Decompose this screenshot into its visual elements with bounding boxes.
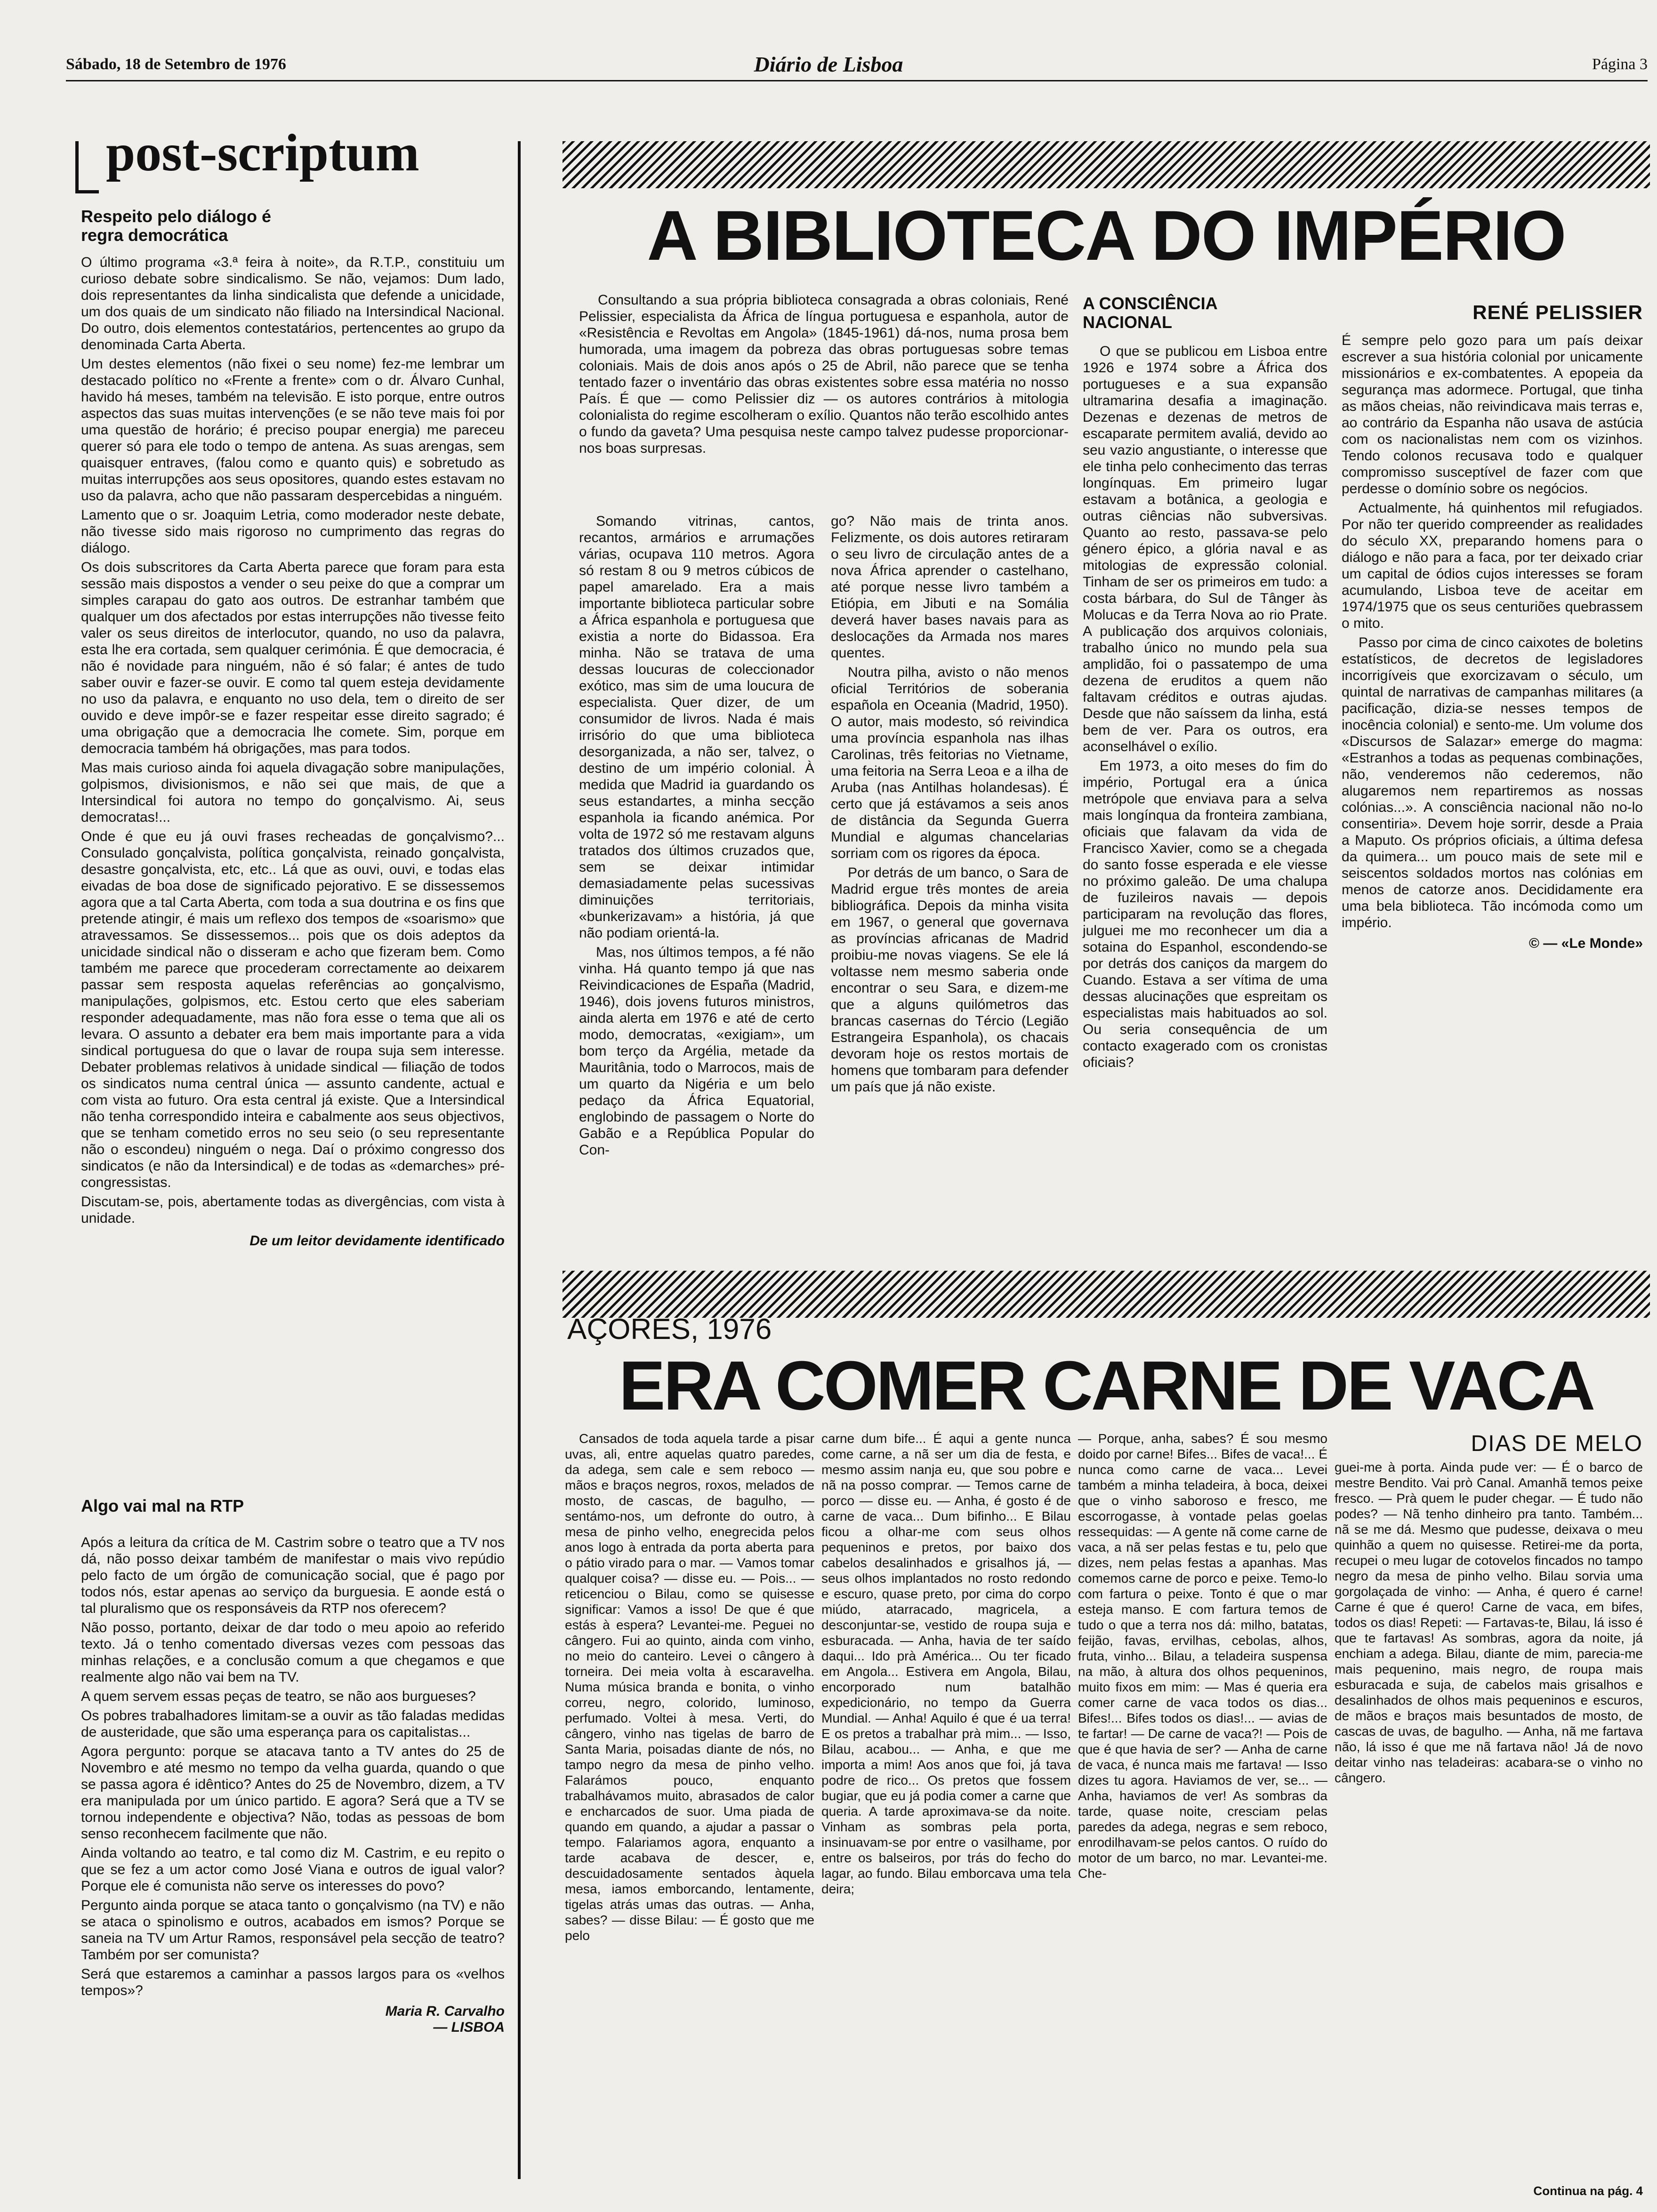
biblioteca-paragraph: Por detrás de um banco, o Sara de Madrid ergue três montes de areia bibliográfica. Depois da minha visita em 1967, o general que governava as províncias africanas de Madrid proibiu-me novas viagens. Se ele lá voltasse nem mesmo saberia onde encontrar o seu Sara, e dizem-me que a alguns quilómetros das brancas casernas do Tércio (Legião Estrangeira Espanhola), os chacais devoram hoje os restos mortais de homens que tombaram para defender um país que já não existe.	[831, 865, 1069, 1095]
biblioteca-paragraph: Actualmente, há quinhentos mil refugiados. Por não ter querido compreender as realidades do século XX, preparando homens para o diálogo e não para a faca, por ter deixado criar um capital de ódios cujos interesses se foram acumulando, Lisboa teve de aceitar em 1974/1975 que os seus centuriões quebrassem o mito.	[1342, 500, 1643, 631]
ps-rtp-paragraph: Após a leitura da crítica de M. Castrim sobre o teatro que a TV nos dá, não posso deixar também de manifestar o mais vivo repúdio pelo facto de um órgão de comunicação social, que é pago por todos nós, estar apenas ao serviço da burguesia. E aonde está o tal pluralismo que os responsáveis da RTP nos oferecem?	[81, 1535, 505, 1616]
ps-rtp-paragraph: A quem servem essas peças de teatro, se não aos burgueses?	[81, 1689, 476, 1704]
biblioteca-paragraph: É sempre pelo gozo para um país deixar escrever a sua história colonial por unicamente missionários e ex-combatentes. A epopeia da segurança mas adormece. Portugal, que tinha as mãos cheias, não reivindicava mais terras e, ao contrário da Espanha não usava de astúcia com os nacionalistas nem com os vizinhos. Tendo colonos recusava todo e qualquer compromisso susceptível de fazer com que perdesse o domínio sobre os negócios.	[1342, 333, 1643, 497]
ps-rtp-paragraph: Pergunto ainda porque se ataca tanto o gonçalvismo (na TV) e não se ataca o spinolismo e outros, acabados em ismos? Porque se saneia na TV um Artur Ramos, responsável pela secção de teatro? Também por ser comunista?	[81, 1898, 505, 1963]
masthead	[0, 0, 1657, 80]
consciencia-subhead: A CONSCIÊNCIA NACIONAL	[1083, 294, 1217, 332]
biblioteca-lead-text: Consultando a sua própria biblioteca consagrada a obras coloniais, René Pelissier, especialista da África de língua portuguesa e espanhola, autor de «Resistência e Revoltas em Angola» (1845-1961) dá-nos, numa prosa bem humorada, uma imagem da pobreza das obras portuguesas sobre temas coloniais. Mais de dois anos após o 25 de Abril, não parece que se tenha tentado fazer o inventário das obras existentes sobre essa matéria no nosso País. É que — como Pelissier diz — os autores contrários à mitologia colonialista do regime escolheram o exílio. Quantos não terão escolhido antes o fundo da gaveta? Uma pesquisa neste campo talvez pudesse proporcionar-nos boas surpresas.	[579, 292, 1069, 456]
biblioteca-col-4	[1342, 301, 1643, 952]
ps-rtp-article	[81, 1497, 505, 2036]
biblioteca-paragraph: go? Não mais de trinta anos. Felizmente, os dois autores retiraram o seu livro de circulação antes de a nova África aprender o castelhano, até porque nesse livro também a Etiópia, em Jibuti e na Somália deverá haver bases navais para as deslocações da Armada nos mares quentes.	[831, 513, 1069, 661]
ps-left-bracket	[75, 141, 79, 193]
ps-dialogo-headline: Respeito pelo diálogo é regra democrática	[81, 207, 272, 245]
ps-rtp-paragraph: Agora pergunto: porque se atacava tanto a TV antes do 25 de Novembro e até mesmo no tempo da velha guarda, quando o que se passa agora é idêntico? Antes do 25 de Novembro, dizem, a TV era manipulada por um único partido. E agora? Será que a TV se tornou independente e objectiva? Não, todas as pessoas de bom senso reconhecem facilmente que não.	[81, 1744, 505, 1842]
biblioteca-author: RENÉ PELISSIER	[1472, 301, 1643, 323]
acores-kicker: AÇORES, 1976	[567, 1313, 772, 1346]
ps-dialogo-signature: De um leitor devidamente identificado	[249, 1233, 505, 1249]
biblioteca-paragraph: Somando vitrinas, cantos, recantos, armários e arrumações várias, ocupava 110 metros. Agora só restam 8 ou 9 metros cúbicos de papel amarelado. Era a mais importante biblioteca particular sobre a África espanhola e portuguesa que existia a norte do Bidassoa. Era minha. Não se tratava de uma dessas loucuras de coleccionador exótico, mas sim de uma loucura de especialista. Quer dizer, de um consumidor de livros. Nada é mais irrisório do que uma biblioteca desorganizada, a não ser, talvez, o destino de um império colonial. À medida que Madrid ia guardando os seus estandartes, a minha secção espanhola ia ficando anémica. Por volta de 1972 só me restavam alguns tratados dos últimos cruzados que, sem se deixar intimidar demasiadamente pelas sucessivas diminuições territoriais, «bunkerizavam» a história, já que não podiam orientá-la.	[579, 513, 814, 941]
ps-dialogo-article	[81, 207, 505, 1249]
biblioteca-hatch-band	[563, 141, 1650, 188]
biblioteca-paragraph: Noutra pilha, avisto o não menos oficial Territórios de soberania española en Oceania (Madrid, 1950). O autor, mais modesto, só reivindica uma província espanhola nas ilhas Carolinas, três feitorias no Vietname, uma feitoria na Serra Leoa e a ilha de Aruba (nas Antilhas holandesas). É certo que já estávamos a seis anos de distância da Segunda Guerra Mundial e algumas chancelarias sorriam com os rigores da época.	[831, 665, 1069, 861]
ps-section-title: post-scriptum	[106, 124, 419, 182]
biblioteca-col-2	[831, 513, 1069, 1098]
ps-rtp-paragraph: Os pobres trabalhadores limitam-se a ouvir as tão faladas medidas de austeridade, que são uma esperança para os capitalistas...	[81, 1708, 505, 1740]
ps-rtp-signature-name: Maria R. Carvalho	[385, 2004, 505, 2019]
acores-paragraph: — Porque, anha, sabes? É sou mesmo doido por carne! Bifes... Bifes de vaca!... É nunca como carne de vaca... Levei também a minha teladeira, à boca, deixei que o vinho saboroso e fresco, me escorrogasse, à vontade pelas goelas ressequidas: — A gente nã come carne de vaca, a nã ser pelas festas e tu, pelo que dizes, nem pelas festas a apanhas. Mas comemos carne de porco e peixe. Temo-lo com fartura o peixe. Tonto é que o mar esteja manso. E com fartura temos de tudo o que a terra nos dá: milho, batatas, feijão, favas, ervilhas, cebolas, alhos, fruta, vinho... Bilau, a teladeira suspensa na mão, à altura dos olhos pequeninos, muito fixos em mim: — Mas é queria era comer carne de vaca todos os dias... Bifes!... Bifes todos os dias!... — avias de te fartar! — De carne de vaca?! — Pois de que é que havia de ser? — Anha de carne de vaca, é nunca mais me fartava! — Isso dizes tu agora. Haviamos de ver, se... — Anha, haviamos de ver! As sombras da tarde, quase noite, cresciam pelas paredes da adega, negras e sem reboco, enrodilhavam-se pelos cantos. O ruído do motor de um barco, no mar. Levantei-me. Che-	[1078, 1431, 1327, 1881]
biblioteca-credit: © — «Le Monde»	[1528, 936, 1643, 951]
ps-rtp-paragraph: Será que estaremos a caminhar a passos largos para os «velhos tempos»?	[81, 1966, 505, 1998]
acores-hatch-band	[563, 1271, 1650, 1318]
biblioteca-headline: A BIBLIOTECA DO IMPÉRIO	[647, 196, 1566, 275]
biblioteca-paragraph: Passo por cima de cinco caixotes de boletins estatísticos, de decretos de legisladores incorrigíveis que exorcizavam o século, um quintal de narrativas de campanhas militares (a pacificação, dizia-se nesses tempos de inocência colonial) e sento-me. Um volume dos «Discursos de Salazar» emerge do magma: «Estranhos a todas as pequenas combinações, não, venderemos não cederemos, não alugaremos nem repartiremos as nossas colónias...». A consciência nacional não no-lo consentiria». Devem hoje sorrir, desde a Praia a Maputo. Os próprios oficiais, a última defesa da quimera... um pouco mais de sete mil e seiscentos soldados mortos nas colónias em menos de catorze anos. Decididamente era uma bela biblioteca. Tão incómoda como um império.	[1342, 635, 1643, 930]
biblioteca-paragraph: O que se publicou em Lisboa entre 1926 e 1974 sobre a África dos portugueses e a sua expansão ultramarina desafia a imaginação. Dezenas e dezenas de metros de escaparate permitem avaliá, devido ao seu vazio angustiante, o interesse que ele tinha pelo conhecimento das terras longínquas. Em primeiro lugar estavam a botânica, a geologia e outras ciências não subversivas. Quanto ao resto, passava-se pelo género épico, a glória naval e as mitologias de expressão colonial. Tinham de ser os primeiros em tudo: a costa bárbara, do Sul de Tânger às Molucas e da Terra Nova ao rio Prate. A publicação dos arquivos coloniais, trabalho único no mundo pela sua amplidão, foi o passatempo de uma dezena de eruditos a quem não faltavam créditos e outras ajudas. Desde que não saíssem da linha, está bem de ver. Para os outros, era aconselhável o exílio.	[1083, 344, 1327, 754]
biblioteca-paragraph: Em 1973, a oito meses do fim do império, Portugal era a única metrópole que enviava para a selva mais longínqua da fronteira zambiana, oficiais que falavam da vida de Francisco Xavier, como se a chegada do santo fosse esperada e ele viesse no próximo galeão. De uma chalupa de fuzileiros navais — depois participaram na revolução das flores, julguei me mo reconhecer um dia a sotaina do Espanhol, escondendo-se por detrás dos caniços da margem do Cuando. Estava a ser vítima de uma dessas alucinações que espreitam os especialistas mais habituados ao sol. Ou seria consequência de um contacto exagerado com os cronistas oficiais?	[1083, 758, 1327, 1070]
ps-dialogo-paragraph: Mas mais curioso ainda foi aquela divagação sobre manipulações, golpismos, divisionismos, e não sei que mais, de que a Intersindical foi autora no tempo do gonçalvismo. Ai, seus democratas!...	[81, 760, 505, 825]
acores-col-4	[1335, 1431, 1643, 1788]
ps-rtp-signature-city: — LISBOA	[433, 2020, 505, 2035]
ps-dialogo-paragraph: Um destes elementos (não fixei o seu nome) fez-me lembrar um destacado político no «Frente a frente» com o dr. Álvaro Cunhal, havido há meses, também na televisão. E isto porque, entre outros aspectos das suas muitas intervenções (e se não teve mais foi por uma questão de horário; é preciso poupar energia) me pareceu querer só para ele todo o tempo de antena. As suas arengas, sem quaisquer entraves, (falou como e quanto quis) e sobretudo as muitas interrupções aos seus opositores, quando estes estavam no uso da palavra, acho que não passaram despercebidas a ninguém.	[81, 356, 505, 504]
masthead-date: Sábado, 18 de Setembro de 1976	[66, 56, 286, 73]
ps-dialogo-paragraph: Onde é que eu já ouvi frases recheadas de gonçalvismo?... Consulado gonçalvista, política gonçalvista, reinado gonçalvista, desastre gonçalvista, etc, etc.. Lá que as ouvi, ouvi, e todas elas eivadas de boa dose de significado pejorativo. E se dissessemos agora que a tal Carta Aberta, com toda a sua doutrina e os fins que pretende atingir, é mais um reflexo dos tempos de «soarismo» que atravessamos. Se dissessemos... pois que os dois adeptos da unicidade sindical não o disseram e acho que fizeram bem. Como também me parece que procederam correctamente ao deixarem passar sem resposta aquelas referências ao gonçalvismo, manipulações, golpismos, etc. Estou certo que eles saberiam responder adequadamente, mas não fora esse o tema que ali os levara. O assunto a debater era bem mais importante para a vida sindical portuguesa do que o lavar de roupa suja sem interesse. Debater problemas relativos à unidade sindical — filiação de todos os sindicatos numa central única — assunto candente, actual e com vista ao futuro. Ora esta central já existe. Que a Intersindical não tenha correspondido inteira e cabalmente aos seus objectivos, que se tenham cometido erros no seu seio (o seu representante não o escondeu) ninguém o nega. Daí o próximo congresso dos sindicatos (e não da Intersindical) e de todas as «demarches» pré-congressistas.	[81, 829, 505, 1190]
masthead-page-number: Página 3	[1592, 56, 1648, 73]
biblioteca-paragraph: Mas, nos últimos tempos, a fé não vinha. Há quanto tempo já que nas Reivindicaciones de España (Madrid, 1946), dois jovens futuros ministros, ainda alerta em 1976 e até de certo modo, democratas, «exigiam», um bom terço da Argélia, metade da Mauritânia, todo o Marrocos, mais de um quarto da Nigéria e um belo pedaço da África Equatorial, englobindo de passagem o Norte do Gabão e a República Popular do Con-	[579, 945, 814, 1158]
ps-dialogo-paragraph: Discutam-se, pois, abertamente todas as divergências, com vista à unidade.	[81, 1194, 505, 1226]
ps-dialogo-paragraph: Lamento que o sr. Joaquim Letria, como moderador neste debate, não tivesse sido mais rigoroso no cumprimento das regras do diálogo.	[81, 507, 505, 556]
biblioteca-col-3	[1083, 294, 1327, 1074]
ps-left-bracket-foot	[75, 190, 99, 193]
acores-headline: ERA COMER CARNE DE VACA	[619, 1347, 1594, 1425]
acores-col-2	[821, 1431, 1071, 1899]
ps-top-rule	[518, 141, 521, 2179]
masthead-rule	[66, 80, 1648, 81]
ps-dialogo-paragraph: O último programa «3.ª feira à noite», da R.T.P., constituiu um curioso debate sobre sindicalismo. Se não, vejamos: Dum lado, dois representantes da linha sindicalista que defende a unicidade, um dos quais de um sindicato não filiado na Intersindical Nacional. Do outro, dois elementos contestatários, pertencentes ao grupo da denominada Carta Aberta.	[81, 255, 505, 353]
acores-continued: Continua na pág. 4	[1533, 2184, 1643, 2198]
masthead-paper-name: Diário de Lisboa	[754, 52, 903, 76]
acores-col-1	[565, 1431, 814, 1946]
biblioteca-lead	[579, 292, 1069, 459]
ps-rtp-paragraph: Ainda voltando ao teatro, e tal como diz M. Castrim, e eu repito o que se fez a um actor como José Viana e outros de igual valor? Porque ele é comunista não serve os interesses do povo?	[81, 1845, 505, 1894]
acores-author: DIAS DE MELO	[1471, 1431, 1643, 1456]
biblioteca-col-1	[579, 513, 814, 1161]
ps-rtp-paragraph: Não posso, portanto, deixar de dar todo o meu apoio ao referido texto. Já o tenho comentado diversas vezes com pessoas das minhas relações, e a conclusão comum a que chegamos e que realmente algo não vai bem na TV.	[81, 1620, 505, 1685]
acores-paragraph: carne dum bife... É aqui a gente nunca come carne, a nã ser um dia de festa, e mesmo assim nanja eu, que sou pobre e nã na posso comprar. — Temos carne de porco — disse eu. — Anha, é gosto é de carne de vaca... Dum bifinho... E Bilau ficou a olhar-me com seus olhos pequeninos e pretos, por baixo dos cabelos desalinhados e grisalhos já, — seus olhos implantados no rosto redondo e escuro, quase preto, por cima do corpo miúdo, atarracado, magricela, a desconjuntar-se, vestido de roupa suja e esburacada. — Anha, havia de ter saído daqui... Ido prà América... Ou ter ficado em Angola... Estivera em Angola, Bilau, encorporado num batalhão expedicionário, no tempo da Guerra Mundial. — Anha! Aquilo é que é ua terra! E os pretos a trabalhar prà mim... — Isso, Bilau, acabou... — Anha, e que me importa a mim! Aos anos que foi, já tava podre de rico... Os pretos que fossem bugiar, que eu já podia comer a carne que queria. A tarde aproximava-se da noite. Vinham as sombras pela porta, insinuavam-se por entre o vasilhame, por entre os balseiros, por trás do fecho do lagar, ao fundo. Bilau emborcava uma tela deira;	[821, 1431, 1071, 1896]
ps-dialogo-paragraph: Os dois subscritores da Carta Aberta parece que foram para esta sessão mais dispostos a vender o seu peixe do que a comprar um simples carapau do gato aos outros. De estranhar também que qualquer um dos afectados por estas interrupções não tivesse feito valer os seus direitos de interlocutor, quando, no uso da palavra, esta lhe era cortada, sem qualquer cerimónia. É que democracia, é não é novidade para ninguém, não é só falar; é antes de tudo saber ouvir e fazer-se ouvir. E como tal quem esteja devidamente no uso da palavra, e enquanto no uso dela, tem o direito de ser ouvido e deve impôr-se e fazer respeitar esse direito sagrado; é uma obrigação que a democracia lhe comete. Sim, porque em democracia também há obrigações, mas para todos.	[81, 560, 505, 756]
acores-paragraph: Cansados de toda aquela tarde a pisar uvas, ali, entre aquelas quatro paredes, da adega, sem cale e sem reboco — mãos e braços negros, roxos, melados de mosto, de cascas, de bagulho, — sentámo-nos, um defronte do outro, à mesa de pinho velho, enegrecida pelos anos logo à entrada da porta aberta para o pátio virado para o mar. — Vamos tomar qualquer coisa? — disse eu. — Pois... — reticenciou o Bilau, como se quisesse significar: Vamos a isso! De que é que estás à espera? Levantei-me. Peguei no cângero. Fui ao quinto, ainda com vinho, no meio do canteiro. Levei o cângero à torneira. Dei meia volta à escaravelha. Numa música branda e bonita, o vinho correu, negro, colorido, luminoso, perfumado. Voltei à mesa. Verti, do cângero, vinho nas tigelas de barro de Santa Maria, poisadas diante de nós, no tampo negro da mesa de pinho velho. Falarámos pouco, enquanto trabalhávamos muito, abrasados de calor e encharcados de suor. Uma piada de quando em quando, a ajudar a passar o tempo. Falariamos agora, enquanto a tarde acabava de descer, e, descuidadosamente sentados àquela mesa, iamos emborcando, lentamente, tigelas atrás umas das outras. — Anha, sabes? — disse Bilau: — É gosto que me pelo	[565, 1431, 814, 1943]
acores-paragraph: guei-me à porta. Ainda pude ver: — É o barco de mestre Bendito. Vai prò Canal. Amanhã temos peixe fresco. — Prà quem le puder chegar. — É tudo não podes? — Nã tenho dinheiro pra tanto. Também... nã se me dá. Mesmo que pudesse, deixava o meu quinhão a quem no quisesse. Retirei-me da porta, recupei o meu lugar de cotovelos fincados no tampo negro da mesa de pinho velho. Bilau sorvia uma gorgolaçada de vinho: — Anha, é quero é carne! Carne é que é quero! Carne de vaca, em bifes, todos os dias! Repeti: — Fartavas-te, Bilau, lá isso é que te fartavas! As sombras, agora da noite, já enchiam a adega. Bilau, diante de mim, parecia-me mais pequenino, mais negro, de roupa mais esburacada e suja, de cabelos mais grisalhos e desalinhados de olhos mais pequeninos e escuros, de mãos e braços mais besuntados de mosto, de cascas de uvas, de bagulho. — Anha, nã me fartava não, lá isso é que me nã fartava não! Já de novo deitar vinho nas teladeiras: acabara-se o vinho no cângero.	[1335, 1460, 1643, 1785]
acores-col-3	[1078, 1431, 1327, 1884]
ps-rtp-headline: Algo vai mal na RTP	[81, 1496, 244, 1515]
